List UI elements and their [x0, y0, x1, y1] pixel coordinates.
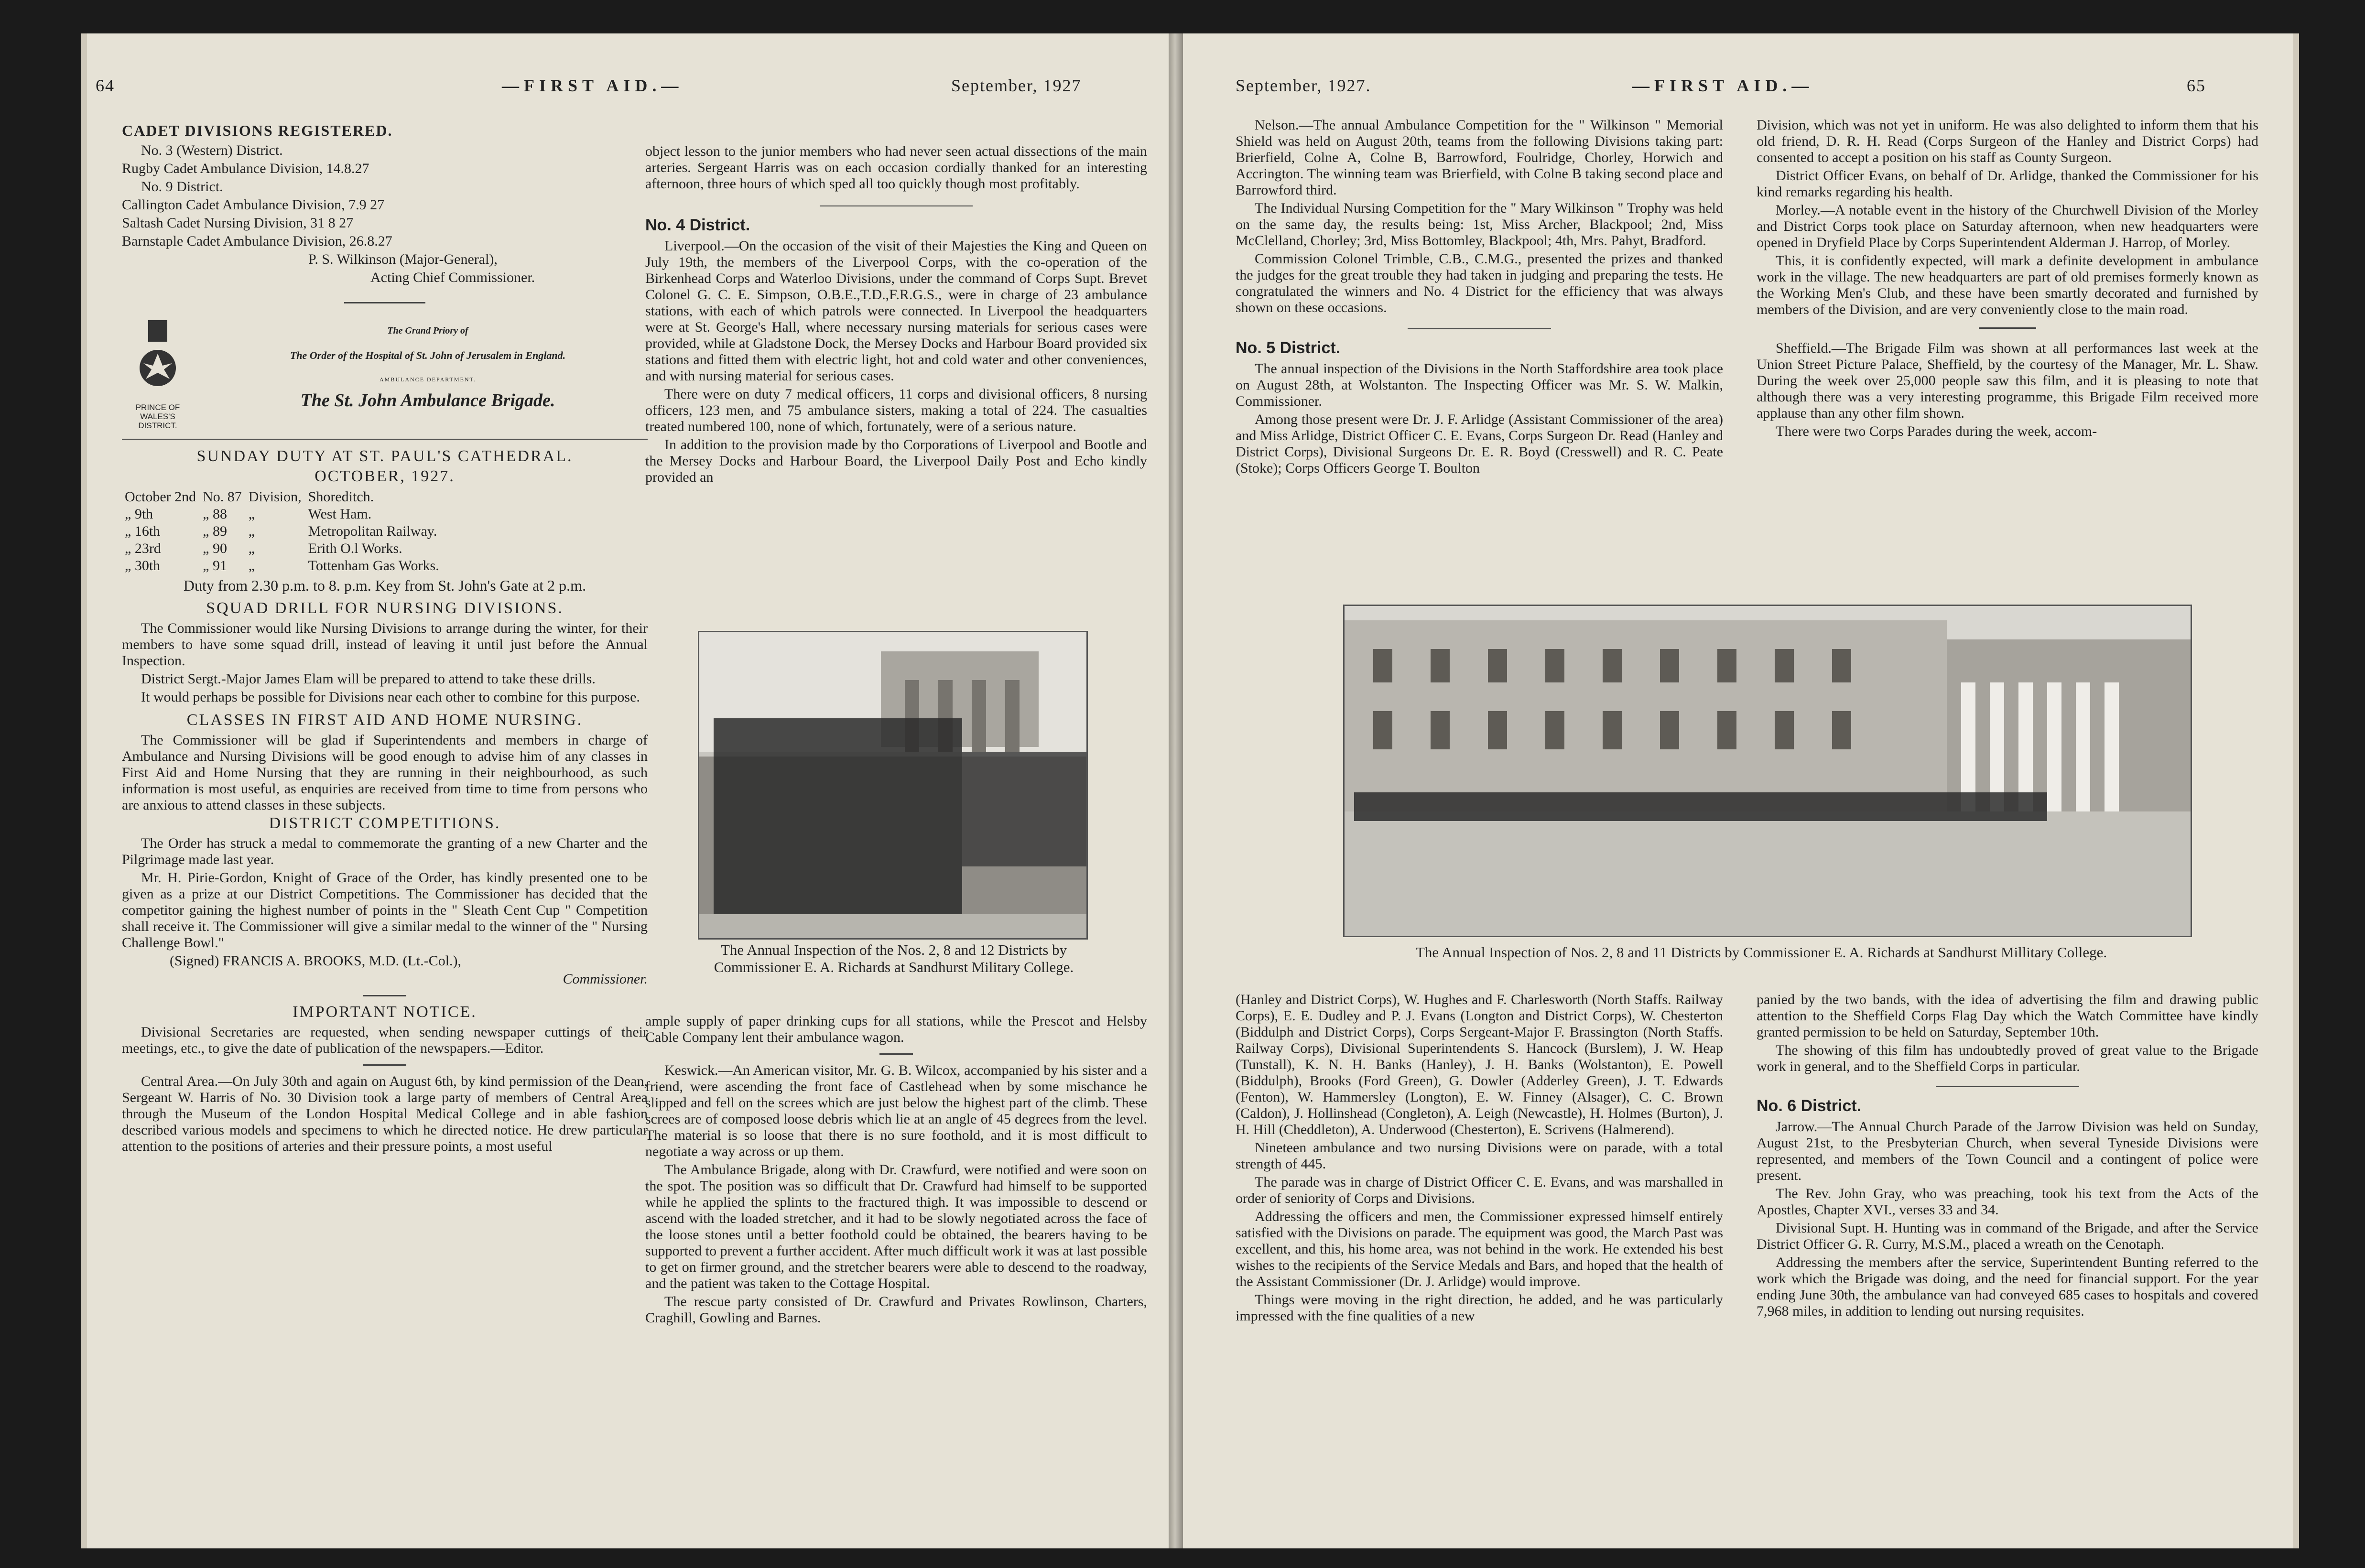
paragraph: panied by the two bands, with the idea of advertising the film and drawing public attention to the Sheffield Corps Flag Day which the Watch Committee have kindly granted permission to be held on Saturday, September 10th. — [1757, 992, 2258, 1040]
divider — [363, 1064, 406, 1066]
inspection-photo-right — [1343, 605, 2192, 937]
paragraph: Sheffield.—The Brigade Film was shown at all performances last week at the Union Street Picture Palace, Sheffield, by the courtesy of the Manager, Mr. L. Shaw. During the week over 25,000 people saw this film, and it is pleasing to note that although there was a very interesting programme, this Brigade Film received more applause than any other film shown. — [1757, 340, 2258, 421]
ornament-rule — [344, 302, 425, 303]
paragraph: The annual inspection of the Divisions in the North Staffordshire area took place on August 28th, at Wolstanton. The Inspecting Officer was Mr. S. W. Malkin, Commissioner. — [1236, 361, 1723, 409]
divider — [1936, 1086, 2079, 1087]
right-page — [1183, 33, 2299, 1548]
cadet-signature-title: Acting Chief Commissioner. — [370, 270, 535, 285]
cadet-signature: P. S. Wilkinson (Major-General), — [308, 251, 498, 267]
divider — [820, 205, 973, 206]
paragraph: Addressing the officers and men, the Commissioner expressed himself entirely satisfied with the Divisions on parade. The equipment was good, the March Past was excellent, and this, his home area, was not behind in the work. He extended his best wishes to the recipients of the Service Medals and Bars, and hoped that the health of the Assistant Commissioner (Dr. J. Arlidge) would improve. — [1236, 1209, 1723, 1289]
header-date-right: September, 1927. — [1236, 76, 1371, 95]
masthead-line-3: AMBULANCE DEPARTMENT. — [380, 376, 476, 383]
sunday-month: OCTOBER, 1927. — [315, 467, 455, 485]
paragraph: (Hanley and District Corps), W. Hughes and F. Charlesworth (North Staffs. Railway Corps), E. E. Dudley and P. J. Evans (Longton and District Corps), W. Chesterton (Biddulph and District Corps), Corps Sergeant-Major F. Brassington (North Staffs. Railway Corps), Divisional Superintendents S. Hancock (Burslem), J. W. Heap (Tunstall), K. N. H. Banks (Hanley), J. H. Banks (Wolstanton), E. Powell (Biddulph), Brooks (Ford Green), G. Dowler (Adderley Green), J. T. Edwards (Fenton), W. Hammersley (Longton), E. W. Finney (Alsager), C. C. Brown (Caldon), J. Hollinshead (Congleton), A. Leigh (Newcastle), H. Holmes (Burton), J. H. Hill (Cheddleton), A. Underwood (Chesterton), E. Scrivens (Halmerend). — [1236, 992, 1723, 1137]
right-column-d — [1757, 992, 2258, 1321]
district-5-heading: No. 5 District. — [1236, 339, 1341, 357]
cadet-line: Callington Cadet Ambulance Division, 7.9 27 — [122, 197, 385, 213]
paragraph: The Commissioner would like Nursing Divisions to arrange during the winter, for their members to have some squad drill, instead of leaving it until just before the Annual Inspection. — [122, 620, 648, 669]
cadet-line: Saltash Cadet Nursing Division, 31 8 27 — [122, 215, 354, 231]
paragraph: Divisional Secretaries are requested, when sending newspaper cuttings of their meetings, etc., to give the date of publication of the newspapers.—Editor. — [122, 1024, 648, 1056]
paragraph: There were two Corps Parades during the week, accom- — [1776, 423, 2097, 439]
paragraph: Jarrow.—The Annual Church Parade of the Jarrow Division was held on Sunday, August 21st, to the Presbyterian Church, when several Tyneside Divisions were represented, and members of the Town Council and a contingent of police were present. — [1757, 1119, 2258, 1183]
notice-heading: IMPORTANT NOTICE. — [293, 1003, 477, 1021]
paragraph: Commission Colonel Trimble, C.B., C.M.G., presented the prizes and thanked the judges for the great trouble they had taken in judging and preparing the tests. He congratulated the winners and No. 4 District for the efficiency that was always shown on these occasions. — [1236, 251, 1723, 315]
paragraph: The Commissioner will be glad if Superintendents and members in charge of Ambulance and Nursing Divisions will be good enough to advise him of any classes in First Aid and Home Nursing that they are running in their neighbourhood, as such information is most useful, as enquiries are received from time to time from persons who are anxious to attend classes in these subjects. — [122, 732, 648, 813]
masthead-line-4: The St. John Ambulance Brigade. — [300, 390, 555, 411]
header-title-left: —FIRST AID.— — [502, 76, 683, 95]
divider — [1979, 327, 2036, 329]
paragraph: Things were moving in the right direction, he added, and he was particularly impressed with the fine qualities of a new — [1236, 1292, 1723, 1324]
book-gutter — [1169, 33, 1183, 1548]
paragraph: Morley.—A notable event in the history of the Churchwell Division of the Morley and District Corps took place on Saturday afternoon, when new headquarters were opened in Dryfield Place by Corps Superintendent Alderman J. Harrop, of Morley. — [1757, 202, 2258, 250]
table-row: „ 9th „ 88 „ West Ham. — [125, 506, 372, 522]
sunday-heading: SUNDAY DUTY AT ST. PAUL'S CATHEDRAL. — [196, 447, 573, 465]
page-edge — [2293, 33, 2299, 1548]
left-column-2 — [645, 143, 1147, 487]
paragraph: Mr. H. Pirie-Gordon, Knight of Grace of the Order, has kindly presented one to be given as a prize at our District Competitions. The Commissioner has decided that the competitor gaining the highest number of points in the " Sleath Cent Cup " Competition shall receive it. The Commissioner will give a similar medal to the winner of the " Nursing Challenge Bowl." — [122, 870, 648, 951]
cadet-line: No. 3 (Western) District. — [141, 142, 283, 158]
page-number-left: 64 — [96, 76, 115, 95]
paragraph: Central Area.—On July 30th and again on August 6th, by kind permission of the Dean, Sergeant W. Harris of No. 30 Division took a large party of members of Central Area through the Museum of the London Hospital Medical College and in able fashion described various models and specimens to which he directed notice. He drew particular attention to the positions of arteries and their pressure points, a most useful — [122, 1073, 648, 1154]
inspection-photo-image — [699, 632, 1086, 938]
paragraph: This, it is confidently expected, will mark a definite development in ambulance work in the village. The new headquarters are part of old premises formerly known as the Working Men's Club, and these have been smartly decorated and furnished by members of the Division, and are very conveniently close to the main road. — [1757, 253, 2258, 317]
paragraph: District Officer Evans, on behalf of Dr. Arlidge, thanked the Commissioner for his kind remarks regarding his health. — [1757, 168, 2258, 200]
right-column-c — [1236, 992, 1723, 1326]
signature-title: Commissioner. — [563, 971, 648, 987]
paragraph: Addressing the members after the service, Superintendent Bunting referred to the work which the Brigade was doing, and the need for financial support. For the year ending June 30th, the ambulance van had conveyed 685 cases to hospitals and covered 7,968 miles, in addition to lending out nursing requisites. — [1757, 1254, 2258, 1319]
paragraph: object lesson to the junior members who had never seen actual dissections of the main arteries. Sergeant Harris was on each occasion cordially thanked for an interesting afternoon, three hours of which sped all too quickly though most profitably. — [645, 143, 1147, 192]
divider — [1408, 328, 1551, 329]
inspection-photo-image — [1345, 606, 2191, 936]
paragraph: Division, which was not yet in uniform. He was also delighted to inform them that his old friend, D. R. H. Read (Corps Surgeon of the Hanley and District Corps) had consented to accept a position on his staff as County Surgeon. — [1757, 117, 2258, 165]
paragraph: The Rev. John Gray, who was preaching, took his text from the Acts of the Apostles, Chapter XVI., verses 33 and 34. — [1757, 1186, 2258, 1218]
paragraph: ample supply of paper drinking cups for all stations, while the Prescot and Helsby Cable Company lent their ambulance wagon. — [645, 1013, 1147, 1045]
table-row: „ 23rd „ 90 „ Erith O.l Works. — [125, 541, 402, 556]
paragraph: There were on duty 7 medical officers, 11 corps and divisional officers, 8 nursing officers, 123 men, and 75 ambulance sisters, making a total of 224. The casualties treated numbered 100, none of which, fortunately, were of a serious nature. — [645, 386, 1147, 434]
brigade-emblem — [122, 318, 194, 430]
paragraph: Among those present were Dr. J. F. Arlidge (Assistant Commissioner of the area) and Miss Arlidge, District Officer C. E. Evans, Corps Surgeon Dr. Read (Hanley and District Corps), Divisional Surgeons Dr. E. R. Boyd (Cresswell) and R. C. Peate (Stoke); Corps Officers George T. Boulton — [1236, 411, 1723, 476]
divider — [879, 1053, 913, 1055]
left-column-2-lower — [645, 1013, 1147, 1328]
photo-caption-left: The Annual Inspection of the Nos. 2, 8 and 12 Districts by Commissioner E. A. Richards at Sandhurst Military College. — [714, 941, 1074, 975]
paragraph: Nelson.—The annual Ambulance Competition for the " Wilkinson " Memorial Shield was held on August 20th, teams from the following Divisions taking part: Brierfield, Colne A, Colne B, Barrowford, Foulridge, Chorley, Horwich and Accrington. The winning team was Brierfield, with Colne B taking second place and Barrowford third. — [1236, 117, 1723, 198]
paragraph: The Ambulance Brigade, along with Dr. Crawfurd, were notified and were soon on the spot. The position was so difficult that Dr. Crawfurd had himself to be supported while he applied the splints to the fractured thigh. It was impossible to descend or ascend with the loaded stretcher, and it had to be slowly negotiated across the face of the loose stones until a better foothold could be obtained, the bearers having to be supported to prevent a further accident. After much difficult work it was at last possible to get on firmer ground, and the stretcher bearers were able to descend to the roadway, and the patient was taken to the Cottage Hospital. — [645, 1162, 1147, 1291]
paragraph: The Order has struck a medal to commemorate the granting of a new Charter and the Pilgrimage made last year. — [122, 835, 648, 867]
paragraph: It would perhaps be possible for Divisions near each other to combine for this purpose. — [141, 689, 640, 705]
right-column-b — [1757, 117, 2258, 442]
paragraph: In addition to the provision made by tho Corporations of Liverpool and Bootle and the Mersey Docks and Harbour Board, the Liverpool Daily Post and Echo kindly provided an — [645, 437, 1147, 485]
table-row: „ 30th „ 91 „ Tottenham Gas Works. — [125, 558, 439, 573]
cadet-heading: CADET DIVISIONS REGISTERED. — [122, 122, 393, 139]
paragraph: District Sergt.-Major James Elam will be prepared to attend to take these drills. — [141, 671, 596, 687]
paragraph: The rescue party consisted of Dr. Crawfurd and Privates Rowlinson, Charters, Craghill, Gowling and Barnes. — [645, 1294, 1147, 1326]
divider — [363, 995, 406, 996]
squad-heading: SQUAD DRILL FOR NURSING DIVISIONS. — [206, 599, 564, 617]
inspection-photo-left — [698, 631, 1088, 940]
paragraph: Keswick.—An American visitor, Mr. G. B. Wilcox, accompanied by his sister and a friend, were ascending the front face of Castlehead when by some mischance he slipped and fell on the screes which are just below the highest part of the climb. These screes are of composed loose debris which lie at an angle of 45 degrees from the level. The material is so loose that there is no sure foothold, and it is most difficult to negotiate a way across or up them. — [645, 1062, 1147, 1159]
paragraph: The Individual Nursing Competition for the " Mary Wilkinson " Trophy was held on the same day, the results being: 1st, Miss Archer, Blackpool; 2nd, Miss McClelland, Chorley; 3rd, Miss Bottomley, Blackpool; 4th, Mrs. Pahyt, Bradford. — [1236, 200, 1723, 249]
district-4-heading: No. 4 District. — [645, 216, 750, 234]
signature: (Signed) FRANCIS A. BROOKS, M.D. (Lt.-Col.), — [170, 953, 462, 969]
page-edge — [81, 33, 87, 1548]
competitions-heading: DISTRICT COMPETITIONS. — [269, 814, 501, 832]
cadet-line: No. 9 District. — [141, 179, 223, 195]
paragraph: The showing of this film has undoubtedly proved of great value to the Brigade work in general, and to the Sheffield Corps in particular. — [1757, 1042, 2258, 1074]
masthead-line-2: The Order of the Hospital of St. John of Jerusalem in England. — [290, 349, 566, 361]
left-column-1 — [122, 119, 648, 1157]
paragraph: Liverpool.—On the occasion of the visit of their Majesties the King and Queen on July 19th, the members of the Liverpool Corps, with the co-operation of the Birkenhead Corps and Waterloo Divisions, under the command of Corps Supt. Brevet Colonel G. C. E. Simpson, O.B.E.,T.D.,F.R.G.S., were in charge of 23 ambulance stations, with each of which patrols were connected. In Liverpool the headquarters were at St. George's Hall, where necessary nursing materials for serious cases were provided, while at Gladstone Dock, the Mersey Docks and Harbour Board provided six stations and fitted them with electric light, hot and cold water and other conveniences, and with nursing material for serious cases. — [645, 238, 1147, 384]
paragraph: Nineteen ambulance and two nursing Divisions were on parade, with a total strength of 445. — [1236, 1140, 1723, 1172]
masthead-line-1: The Grand Priory of — [387, 325, 468, 336]
table-row: October 2nd No. 87 Division, Shoreditch. — [125, 489, 374, 505]
classes-heading: CLASSES IN FIRST AID AND HOME NURSING. — [186, 711, 583, 729]
cross-emblem-icon — [122, 318, 194, 399]
right-column-a — [1236, 117, 1723, 478]
paragraph: The parade was in charge of District Officer C. E. Evans, and was marshalled in order of seniority of Corps and Divisions. — [1236, 1174, 1723, 1206]
header-title-right: —FIRST AID.— — [1632, 76, 1814, 95]
divider — [122, 439, 648, 440]
emblem-label: PRINCE OF WALES'S DISTRICT. — [135, 403, 180, 430]
cadet-line: Barnstaple Cadet Ambulance Division, 26.8.27 — [122, 233, 392, 249]
left-page — [81, 33, 1169, 1548]
table-row: „ 16th „ 89 „ Metropolitan Railway. — [125, 523, 437, 539]
paragraph: Divisional Supt. H. Hunting was in command of the Brigade, and after the Service District Officer G. R. Curry, M.S.M., placed a wreath on the Cenotaph. — [1757, 1220, 2258, 1252]
photo-caption-right: The Annual Inspection of Nos. 2, 8 and 11 Districts by Commissioner E. A. Richards at Sandhurst Millitary College. — [1415, 944, 2107, 961]
header-date-left: September, 1927 — [951, 76, 1082, 95]
masthead — [122, 318, 648, 430]
duty-note: Duty from 2.30 p.m. to 8. p.m. Key from St. John's Gate at 2 p.m. — [183, 577, 586, 594]
page-number-right: 65 — [2187, 76, 2206, 95]
district-6-heading: No. 6 District. — [1757, 1097, 1862, 1115]
cadet-line: Rugby Cadet Ambulance Division, 14.8.27 — [122, 161, 369, 176]
duty-table — [125, 488, 446, 574]
